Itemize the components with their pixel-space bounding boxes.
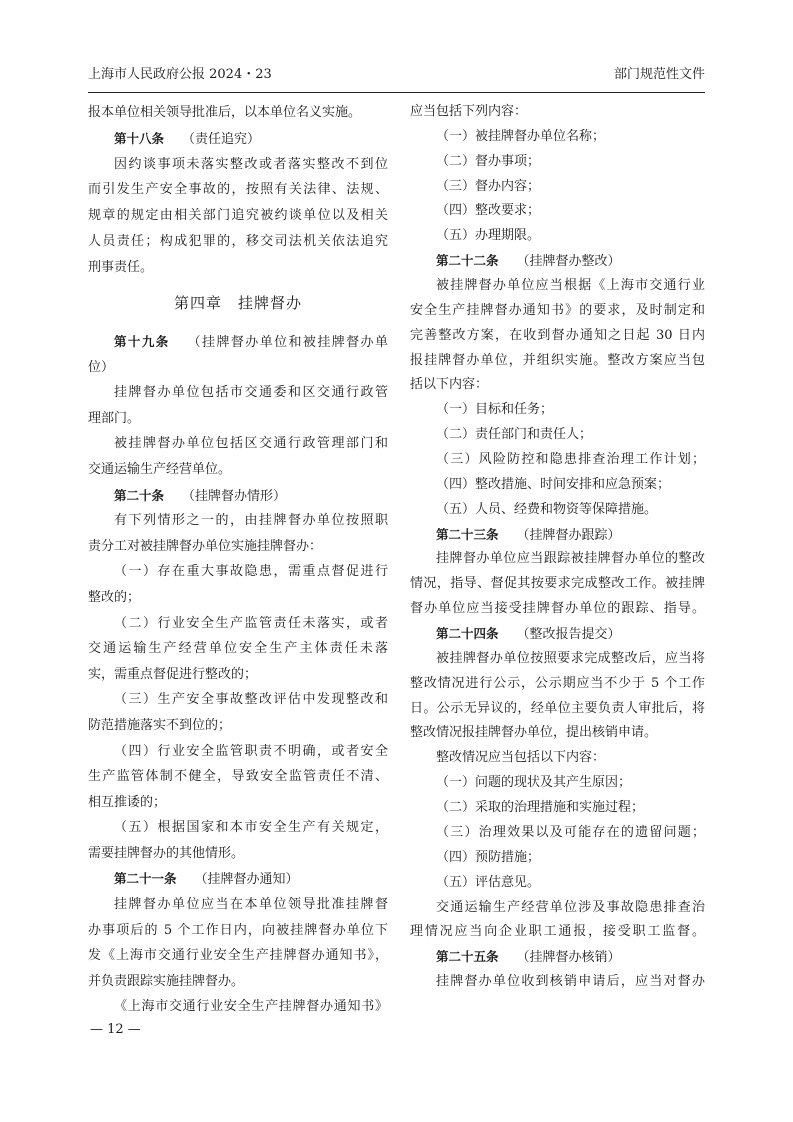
article-number: 第二十二条 xyxy=(436,253,499,269)
text-line: 人员责任；构成犯罪的，移交司法机关依法追究 xyxy=(88,233,388,249)
article-heading xyxy=(88,329,388,355)
running-header-section: 部门规范性文件 xyxy=(613,67,705,82)
text-line: 并负责跟踪实施挂牌督办。 xyxy=(88,973,245,989)
article-heading xyxy=(88,866,388,892)
text-line: 责分工对被挂牌督办单位实施挂牌督办： xyxy=(88,538,323,554)
article-number: 第二十三条 xyxy=(436,526,499,542)
article-heading xyxy=(410,523,705,548)
text-line: （三）督办内容； xyxy=(436,178,541,194)
left-column-top xyxy=(88,100,388,281)
text-line: （二）督办事项； xyxy=(436,153,541,169)
text-line: 整改的； xyxy=(88,589,141,605)
text-line: 应当包括下列内容： xyxy=(410,104,528,119)
text-line: 刑事责任。 xyxy=(88,259,154,275)
article-number: 第十八条 xyxy=(114,130,165,146)
text-line: （四）整改措施、时间安排和应急预案； xyxy=(436,476,671,492)
text-line: （五）人员、经费和物资等保障措施。 xyxy=(436,501,658,517)
text-line: 挂牌督办单位应当在本单位领导批准挂牌督 xyxy=(114,897,388,913)
text-line: 因约谈事项未落实整改或者落实整改不到位 xyxy=(114,156,388,172)
text-line: 挂牌督办单位包括市交通委和区交通行政管 xyxy=(114,385,388,401)
text-line: 报挂牌督办单位，并组织实施。整改方案应当包 xyxy=(410,352,705,368)
text-line: 《上海市交通行业安全生产挂牌督办通知书》 xyxy=(114,999,388,1015)
text-line: 日。公示无异议的，经单位主要负责人审批后，将 xyxy=(410,700,705,716)
text-line: 理部门。 xyxy=(88,410,141,426)
text-line: 完善整改方案，在收到督办通知之日起 30 日内 xyxy=(410,327,705,343)
chapter-title: 第四章 挂牌督办 xyxy=(173,294,302,312)
article-number: 第十九条 xyxy=(114,334,170,349)
text-line: 挂牌督办单位应当跟踪被挂牌督办单位的整改 xyxy=(436,551,705,567)
article-number: 第二十一条 xyxy=(114,871,177,887)
right-column xyxy=(410,100,705,995)
text-line: （二）行业安全生产监管责任未落实，或者 xyxy=(114,615,388,631)
text-line: 有下列情形之一的，由挂牌督办单位按照职 xyxy=(114,513,388,529)
text-line: 相互推诿的； xyxy=(88,794,167,810)
text-line: 理情况应当向企业职工通报，接受职工监督。 xyxy=(410,924,705,940)
text-line: （三）风险防控和隐患排查治理工作计划； xyxy=(436,452,705,468)
text-line: 挂牌督办单位收到核销申请后，应当对督办 xyxy=(436,974,705,990)
left-column-bottom xyxy=(88,329,388,1020)
article-number: 第二十五条 xyxy=(436,949,499,965)
text-line: （一）问题的现状及其产生原因； xyxy=(436,775,632,791)
article-number: 第二十四条 xyxy=(436,626,499,642)
page-number: — 12 — xyxy=(90,1022,141,1037)
article-heading xyxy=(410,249,705,274)
text-line: 整改情况应当包括以下内容： xyxy=(436,750,606,766)
article-title: （责任追究） xyxy=(182,131,261,147)
article-title: （挂牌督办单位和被挂牌督办单 xyxy=(187,335,388,350)
article-title: （挂牌督办通知） xyxy=(194,872,299,888)
article-title: （整改报告提交） xyxy=(516,627,621,643)
article-title: （挂牌督办核销） xyxy=(516,950,621,966)
text-line: （四）行业安全监管职责不明确，或者安全 xyxy=(114,743,388,759)
text-line: 办事项后的 5 个工作日内，向被挂牌督办单位下 xyxy=(88,922,388,938)
text-line: 位） xyxy=(88,359,115,375)
text-line: 而引发生产安全事故的，按照有关法律、法规、 xyxy=(88,182,388,198)
article-title: （挂牌督办整改） xyxy=(516,254,621,270)
text-line: 被挂牌督办单位包括区交通行政管理部门和 xyxy=(114,436,388,452)
text-line: 防范措施落实不到位的； xyxy=(88,717,232,733)
text-line: 情况，指导、督促其按要求完成整改工作。被挂牌 xyxy=(410,576,705,592)
article-heading xyxy=(410,622,705,647)
text-line: 规章的规定由相关部门追究被约谈单位以及相关 xyxy=(88,208,388,224)
text-line: （一）被挂牌督办单位名称； xyxy=(436,128,606,144)
article-heading xyxy=(88,483,388,509)
text-line: （四）整改要求； xyxy=(436,203,541,219)
text-line: 安全生产挂牌督办通知书》的要求，及时制定和 xyxy=(410,302,705,318)
running-header-publication: 上海市人民政府公报 2024・23 xyxy=(88,67,272,82)
text-line: 发《上海市交通行业安全生产挂牌督办通知书》， xyxy=(88,948,388,964)
text-line: 整改情况进行公示，公示期应当不少于 5 个工作 xyxy=(410,675,705,691)
article-title: （挂牌督办情形） xyxy=(182,488,287,504)
text-line: 生产监管体制不健全，导致安全监管责任不清、 xyxy=(88,769,388,785)
text-line: 整改情况报挂牌督办单位，提出核销申请。 xyxy=(410,725,658,741)
text-line: 交通运输生产经营单位。 xyxy=(88,461,232,477)
text-line: 被挂牌督办单位按照要求完成整改后，应当将 xyxy=(436,650,705,666)
article-heading xyxy=(88,126,388,152)
article-heading xyxy=(410,945,705,970)
text-line: 被挂牌督办单位应当根据《上海市交通行业 xyxy=(436,278,705,294)
text-line: 报本单位相关领导批准后，以本单位名义实施。 xyxy=(88,105,362,120)
text-line: 需要挂牌督办的其他情形。 xyxy=(88,845,245,861)
text-line: （四）预防措施； xyxy=(436,849,541,865)
text-line: （五）办理期限。 xyxy=(436,228,541,244)
text-line: 交通运输生产经营单位涉及事故隐患排查治 xyxy=(436,899,705,915)
text-line: （三）治理效果以及可能存在的遗留问题； xyxy=(436,824,705,840)
text-line: （五）评估意见。 xyxy=(436,874,541,890)
article-number: 第二十条 xyxy=(114,487,165,503)
text-line: （五）根据国家和本市安全生产有关规定， xyxy=(114,820,388,836)
article-title: （挂牌督办跟踪） xyxy=(516,527,621,543)
text-line: 实，需重点督促进行整改的； xyxy=(88,666,258,682)
text-line: （一）存在重大事故隐患，需重点督促进行 xyxy=(114,564,388,580)
text-line: （一）目标和任务； xyxy=(436,402,554,418)
text-line: （二）采取的治理措施和实施过程； xyxy=(436,800,645,816)
text-line: 交通运输生产经营单位安全生产主体责任未落 xyxy=(88,641,388,657)
text-line: （二）责任部门和责任人； xyxy=(436,427,593,443)
text-line: 督办单位应当接受挂牌督办单位的跟踪、指导。 xyxy=(410,601,705,617)
text-line: （三）生产安全事故整改评估中发现整改和 xyxy=(114,692,388,708)
header-rule xyxy=(88,92,705,93)
text-line: 括以下内容： xyxy=(410,377,489,393)
